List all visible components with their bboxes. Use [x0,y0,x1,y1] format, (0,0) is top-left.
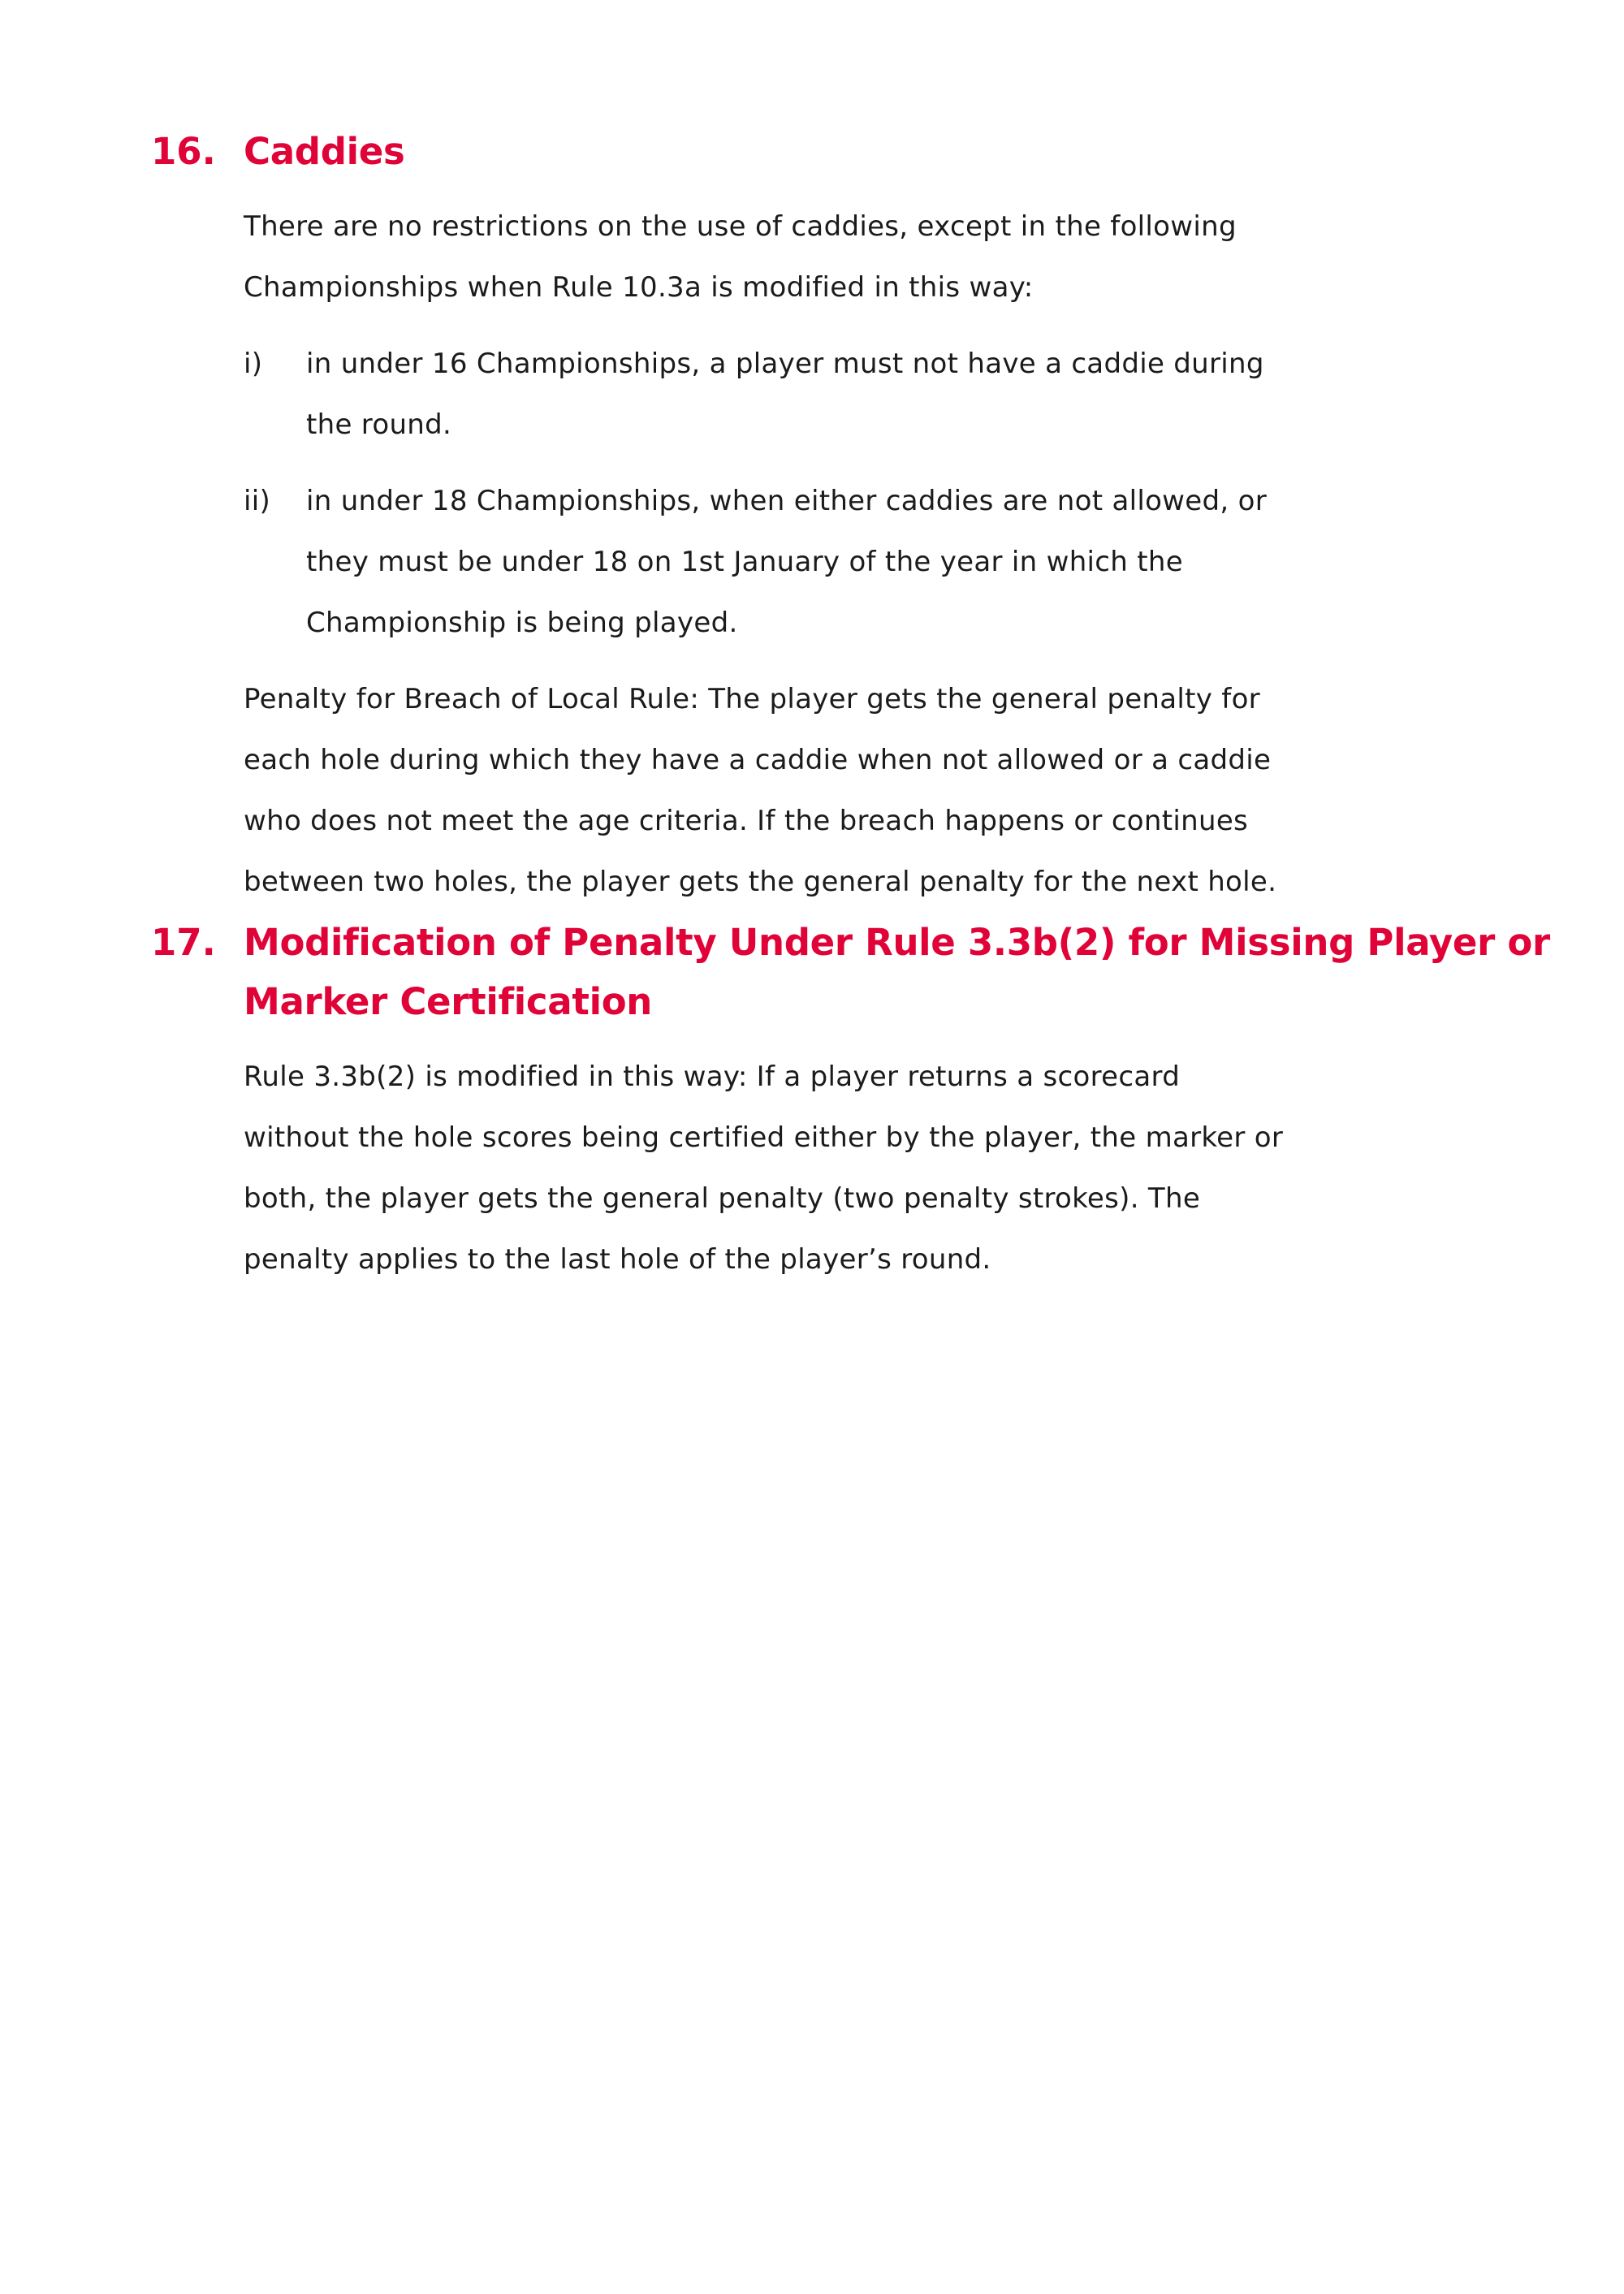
section-content [244,122,1559,913]
text-line: in under 16 Championships, a player must not have a caddie during [306,348,1264,380]
section-title [244,122,1559,181]
section-title-line: Caddies [244,130,405,173]
text-line: each hole during which they have a caddie when not allowed or a caddie [244,744,1272,776]
section-content [244,913,1559,1290]
list-item [244,471,1559,654]
text-line: Championships when Rule 10.3a is modified in this way: [244,271,1034,304]
text-line: they must be under 18 on 1st January of the year in which the [306,546,1183,578]
paragraph [244,197,1559,318]
text-line: There are no restrictions on the use of caddies, except in the following [244,210,1237,243]
paragraph [244,1047,1559,1290]
text-line: without the hole scores being certified either by the player, the marker or [244,1121,1284,1154]
text-line: Championship is being played. [306,607,738,639]
text-line: both, the player gets the general penalty (two penalty strokes). The [244,1182,1201,1215]
list-item-marker: ii) [244,485,271,517]
text-line: between two holes, the player gets the general penalty for the next hole. [244,866,1277,898]
list-item-text [306,471,1559,654]
list-item-marker: i) [244,348,263,380]
text-line: penalty applies to the last hole of the player’s round. [244,1243,991,1276]
rule-section [151,913,1559,1290]
text-line: Rule 3.3b(2) is modified in this way: If a player returns a scorecard [244,1061,1181,1093]
section-title-line: Marker Certification [244,980,653,1023]
text-line: the round. [306,408,452,441]
section-number-column [151,122,244,181]
section-number: 17. [151,921,216,964]
section-number-column [151,913,244,972]
section-title-line: Modification of Penalty Under Rule 3.3b(2) for Missing Player or [244,921,1550,964]
text-line: in under 18 Championships, when either caddies are not allowed, or [306,485,1267,517]
paragraph [244,669,1559,913]
list-item-text [306,334,1559,456]
section-number: 16. [151,130,216,173]
rule-section [151,122,1559,913]
text-line: Penalty for Breach of Local Rule: The player gets the general penalty for [244,683,1260,715]
list-item [244,334,1559,456]
section-title [244,913,1559,1031]
text-line: who does not meet the age criteria. If the breach happens or continues [244,805,1249,837]
